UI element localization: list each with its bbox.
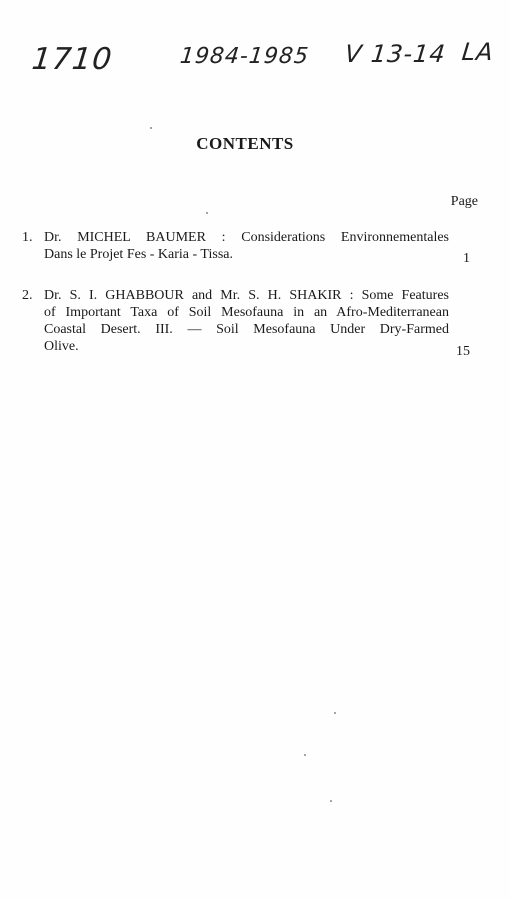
scan-speck (330, 800, 332, 802)
handwritten-note-number: 1710 (30, 42, 115, 77)
entry-page-number: 15 (456, 344, 470, 359)
entry-text (44, 287, 449, 355)
handwritten-note-volume: V 13-14 (343, 40, 448, 68)
entry-line: Dr. MICHEL BAUMER : Considerations Environnementales (44, 230, 449, 245)
page-title: CONTENTS (196, 134, 294, 153)
handwritten-note-code: LA (460, 38, 496, 66)
scan-speck (334, 712, 336, 714)
entry-page-number: 1 (463, 251, 470, 266)
scan-speck (150, 127, 152, 129)
entry-line: Dr. S. I. GHABBOUR and Mr. S. H. SHAKIR : Some Features (44, 288, 449, 303)
scan-speck (206, 212, 208, 214)
entry-number: 1. (22, 230, 33, 245)
entry-line: Olive. (44, 339, 79, 354)
entry-line: of Important Taxa of Soil Mesofauna in an Afro-Mediterranean (44, 305, 449, 320)
handwritten-note-years: 1984-1985 (178, 44, 311, 69)
entry-number: 2. (22, 288, 33, 303)
page-column-label: Page (450, 194, 478, 209)
scan-speck (304, 754, 306, 756)
entry-line: Dans le Projet Fes - Karia - Tissa. (44, 247, 233, 262)
entry-line: Coastal Desert. III. — Soil Mesofauna Under Dry-Farmed (44, 322, 449, 337)
entry-text (44, 229, 449, 263)
